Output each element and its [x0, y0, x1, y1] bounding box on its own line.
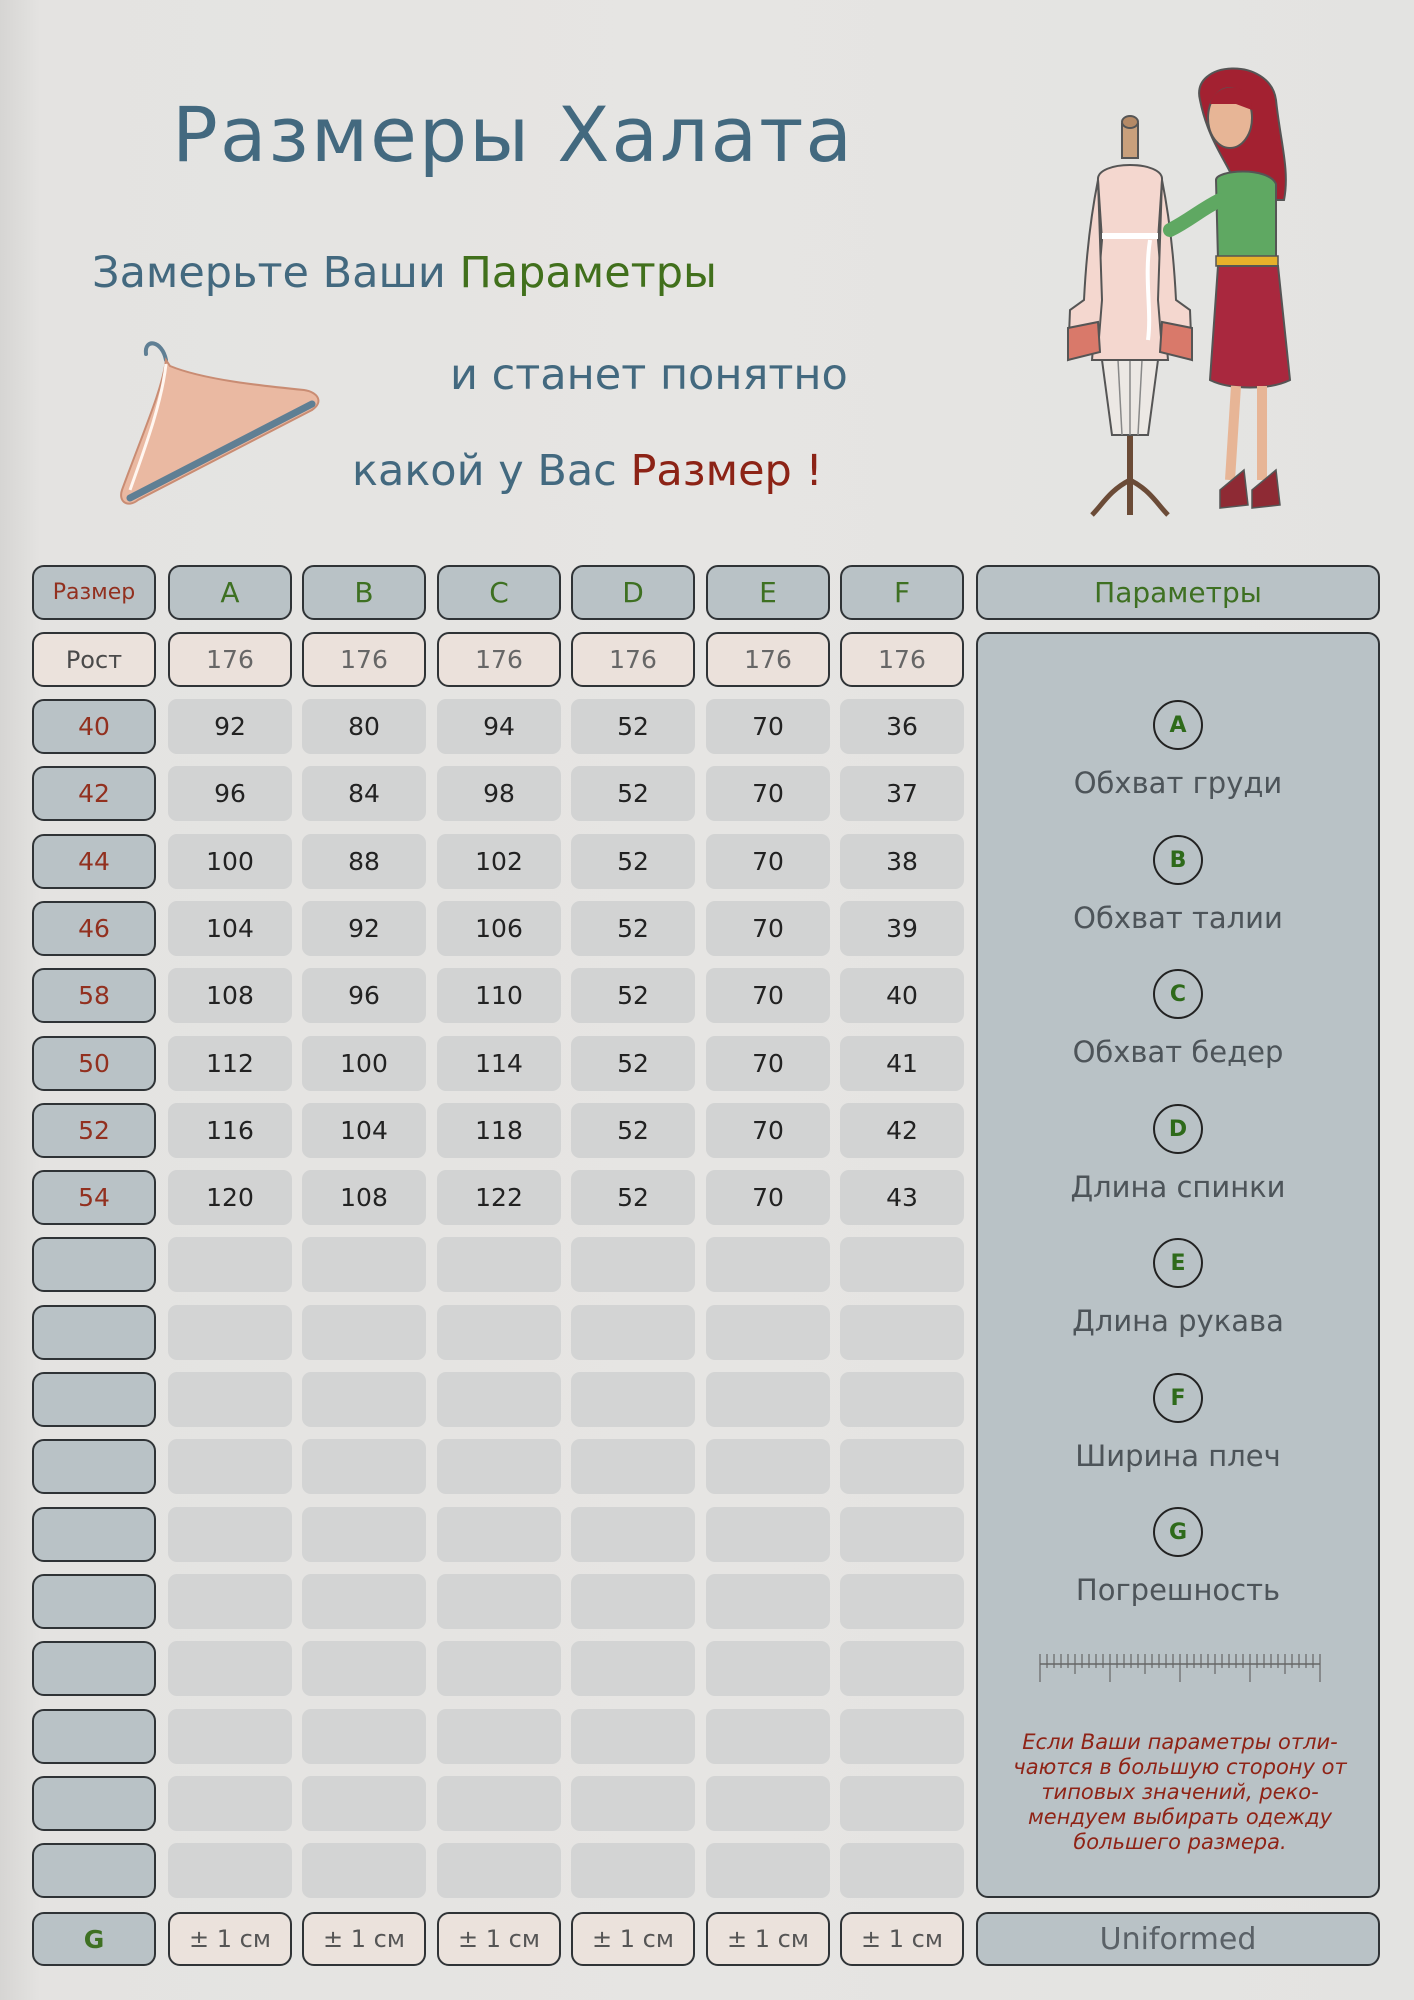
empty-cell [168, 1641, 292, 1696]
empty-cell [168, 1372, 292, 1427]
height-value: 176 [302, 632, 426, 687]
table-cell: 52 [571, 766, 695, 821]
size-label: 52 [32, 1103, 156, 1158]
table-cell: 80 [302, 699, 426, 754]
empty-cell [168, 1237, 292, 1292]
table-cell: 88 [302, 834, 426, 889]
height-value: 176 [437, 632, 561, 687]
empty-cell [706, 1709, 830, 1764]
table-cell: 108 [302, 1170, 426, 1225]
empty-cell [302, 1439, 426, 1494]
table-cell: 106 [437, 901, 561, 956]
empty-size-cell [32, 1574, 156, 1629]
empty-cell [302, 1574, 426, 1629]
tailor-illustration [1040, 60, 1310, 530]
subtitle-size-word: Размер ! [630, 446, 823, 496]
empty-cell [437, 1507, 561, 1562]
empty-cell [840, 1641, 964, 1696]
table-cell: 52 [571, 1103, 695, 1158]
empty-cell [437, 1237, 561, 1292]
param-badge-d: D [1153, 1104, 1203, 1154]
table-cell: 40 [840, 968, 964, 1023]
table-cell: 70 [706, 834, 830, 889]
empty-size-cell [32, 1641, 156, 1696]
table-cell: 43 [840, 1170, 964, 1225]
empty-cell [706, 1641, 830, 1696]
empty-cell [168, 1709, 292, 1764]
tolerance-value: ± 1 см [168, 1912, 292, 1966]
empty-cell [437, 1574, 561, 1629]
table-cell: 92 [168, 699, 292, 754]
empty-cell [706, 1574, 830, 1629]
table-cell: 70 [706, 901, 830, 956]
column-header-c: C [437, 565, 561, 620]
table-cell: 39 [840, 901, 964, 956]
empty-cell [706, 1305, 830, 1360]
table-cell: 70 [706, 1103, 830, 1158]
table-cell: 114 [437, 1036, 561, 1091]
subtitle-line-1-text: Замерьте Ваши [92, 248, 460, 298]
height-value: 176 [168, 632, 292, 687]
param-label-a: Обхват груди [1073, 766, 1283, 800]
empty-size-cell [32, 1776, 156, 1831]
height-value: 176 [706, 632, 830, 687]
tolerance-value: ± 1 см [302, 1912, 426, 1966]
table-cell: 116 [168, 1103, 292, 1158]
param-badge-b: B [1153, 835, 1203, 885]
table-cell: 96 [168, 766, 292, 821]
parameters-panel [976, 632, 1380, 1898]
column-header-b: B [302, 565, 426, 620]
size-label: 44 [32, 834, 156, 889]
empty-cell [706, 1507, 830, 1562]
table-cell: 52 [571, 699, 695, 754]
ruler-icon [1038, 1652, 1322, 1688]
table-cell: 70 [706, 968, 830, 1023]
empty-cell [437, 1305, 561, 1360]
subtitle-line-3 [352, 446, 823, 496]
empty-cell [437, 1372, 561, 1427]
height-value: 176 [840, 632, 964, 687]
empty-cell [168, 1507, 292, 1562]
table-cell: 41 [840, 1036, 964, 1091]
empty-cell [840, 1843, 964, 1898]
table-cell: 92 [302, 901, 426, 956]
empty-cell [302, 1641, 426, 1696]
height-value: 176 [571, 632, 695, 687]
param-label-f: Ширина плеч [1075, 1439, 1281, 1473]
table-cell: 70 [706, 699, 830, 754]
empty-cell [571, 1305, 695, 1360]
column-header-d: D [571, 565, 695, 620]
hanger-icon [104, 330, 334, 520]
param-label-c: Обхват бедер [1072, 1035, 1284, 1069]
table-cell: 110 [437, 968, 561, 1023]
table-cell: 52 [571, 834, 695, 889]
empty-cell [302, 1843, 426, 1898]
empty-cell [571, 1843, 695, 1898]
tolerance-value: ± 1 см [706, 1912, 830, 1966]
empty-size-cell [32, 1305, 156, 1360]
empty-cell [168, 1305, 292, 1360]
empty-cell [571, 1439, 695, 1494]
empty-cell [168, 1439, 292, 1494]
table-cell: 38 [840, 834, 964, 889]
table-cell: 102 [437, 834, 561, 889]
table-cell: 70 [706, 1170, 830, 1225]
param-badge-a: A [1153, 700, 1203, 750]
table-cell: 70 [706, 766, 830, 821]
tolerance-value: ± 1 см [840, 1912, 964, 1966]
empty-cell [302, 1237, 426, 1292]
subtitle-line-1 [92, 248, 717, 298]
table-cell: 122 [437, 1170, 561, 1225]
table-cell: 96 [302, 968, 426, 1023]
empty-cell [840, 1305, 964, 1360]
param-badge-c: C [1153, 969, 1203, 1019]
param-label-d: Длина спинки [1070, 1170, 1286, 1204]
table-cell: 100 [168, 834, 292, 889]
size-label: 46 [32, 901, 156, 956]
tolerance-value: ± 1 см [571, 1912, 695, 1966]
empty-cell [437, 1641, 561, 1696]
param-label-b: Обхват талии [1073, 901, 1283, 935]
table-cell: 42 [840, 1103, 964, 1158]
empty-cell [437, 1776, 561, 1831]
param-badge-e: E [1153, 1238, 1203, 1288]
table-cell: 52 [571, 968, 695, 1023]
empty-cell [302, 1709, 426, 1764]
table-cell: 94 [437, 699, 561, 754]
brand-name: Uniformed [976, 1912, 1380, 1966]
empty-cell [437, 1843, 561, 1898]
empty-cell [840, 1507, 964, 1562]
tolerance-label: G [32, 1912, 156, 1966]
table-cell: 120 [168, 1170, 292, 1225]
column-header-a: A [168, 565, 292, 620]
empty-cell [302, 1507, 426, 1562]
empty-cell [840, 1237, 964, 1292]
param-label-g: Погрешность [1075, 1573, 1281, 1607]
column-header-f: F [840, 565, 964, 620]
table-cell: 52 [571, 901, 695, 956]
page-title: Размеры Халата [172, 90, 854, 179]
table-cell: 104 [302, 1103, 426, 1158]
size-header: Размер [32, 565, 156, 620]
empty-cell [168, 1574, 292, 1629]
empty-cell [437, 1439, 561, 1494]
size-advice-note: Если Ваши параметры отли-чаются в большую сторону от типовых значений, реко-мендуем выбирать одежду большего размера. [1013, 1730, 1347, 1854]
empty-cell [706, 1372, 830, 1427]
empty-cell [706, 1237, 830, 1292]
size-label: 58 [32, 968, 156, 1023]
empty-cell [840, 1709, 964, 1764]
table-cell: 100 [302, 1036, 426, 1091]
empty-cell [571, 1776, 695, 1831]
param-badge-f: F [1153, 1373, 1203, 1423]
table-cell: 104 [168, 901, 292, 956]
empty-cell [571, 1709, 695, 1764]
tolerance-value: ± 1 см [437, 1912, 561, 1966]
table-cell: 84 [302, 766, 426, 821]
size-label: 42 [32, 766, 156, 821]
empty-cell [706, 1843, 830, 1898]
empty-cell [571, 1641, 695, 1696]
size-label: 50 [32, 1036, 156, 1091]
param-badge-g: G [1153, 1507, 1203, 1557]
empty-size-cell [32, 1439, 156, 1494]
param-label-e: Длина рукава [1072, 1304, 1284, 1338]
table-cell: 98 [437, 766, 561, 821]
empty-cell [302, 1372, 426, 1427]
empty-cell [571, 1237, 695, 1292]
table-cell: 118 [437, 1103, 561, 1158]
empty-cell [840, 1574, 964, 1629]
table-cell: 108 [168, 968, 292, 1023]
empty-cell [168, 1776, 292, 1831]
empty-size-cell [32, 1507, 156, 1562]
empty-cell [840, 1372, 964, 1427]
empty-size-cell [32, 1843, 156, 1898]
subtitle-line-2: и станет понятно [450, 350, 848, 400]
subtitle-line-3-text: какой у Вас [352, 446, 631, 496]
empty-cell [571, 1372, 695, 1427]
column-header-e: E [706, 565, 830, 620]
height-label: Рост [32, 632, 156, 687]
table-cell: 112 [168, 1036, 292, 1091]
empty-cell [437, 1709, 561, 1764]
table-cell: 70 [706, 1036, 830, 1091]
subtitle-params-word: Параметры [459, 248, 717, 298]
table-cell: 52 [571, 1036, 695, 1091]
empty-size-cell [32, 1237, 156, 1292]
table-cell: 52 [571, 1170, 695, 1225]
table-cell: 37 [840, 766, 964, 821]
empty-cell [706, 1776, 830, 1831]
empty-size-cell [32, 1372, 156, 1427]
empty-cell [168, 1843, 292, 1898]
empty-cell [706, 1439, 830, 1494]
empty-size-cell [32, 1709, 156, 1764]
empty-cell [571, 1507, 695, 1562]
empty-cell [571, 1574, 695, 1629]
empty-cell [302, 1305, 426, 1360]
params-title: Параметры [976, 565, 1380, 620]
size-label: 54 [32, 1170, 156, 1225]
empty-cell [302, 1776, 426, 1831]
table-cell: 36 [840, 699, 964, 754]
size-label: 40 [32, 699, 156, 754]
empty-cell [840, 1439, 964, 1494]
empty-cell [840, 1776, 964, 1831]
